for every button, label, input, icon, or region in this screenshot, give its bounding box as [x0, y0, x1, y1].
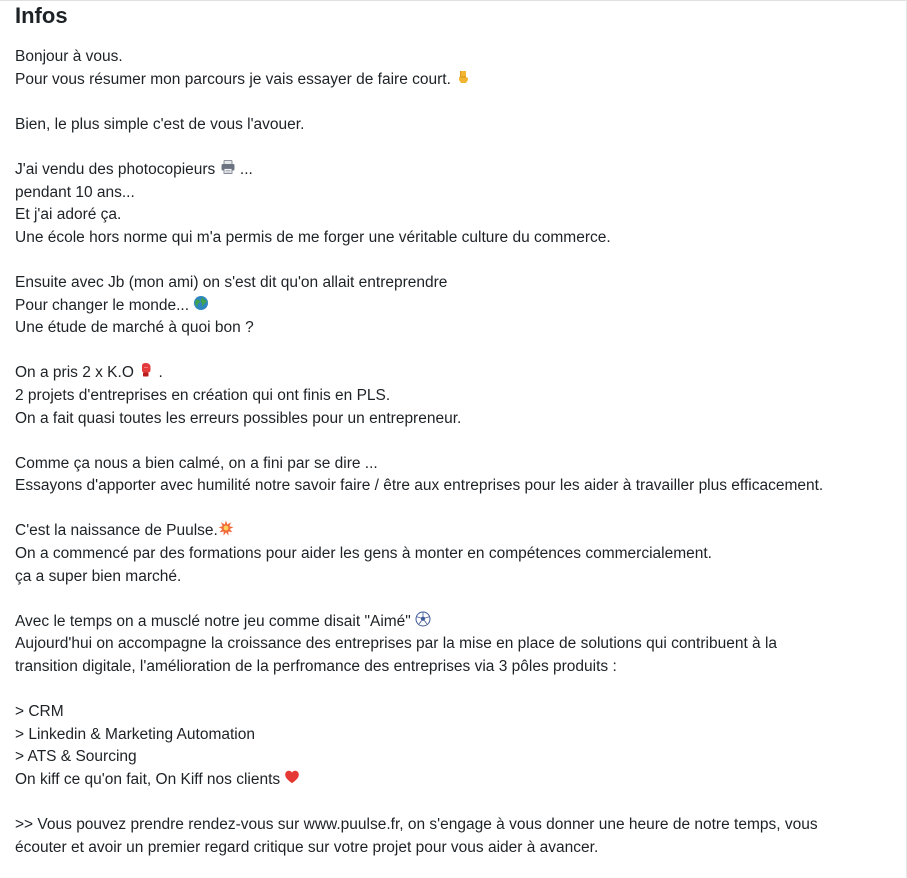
birth-text: C'est la naissance de Puulse.	[15, 522, 218, 540]
spacer	[15, 679, 895, 702]
appointment-text: >> Vous pouvez prendre rendez-vous sur www.puulse.fr, on s'engage à vous donner une heure de notre temps, vous	[15, 816, 818, 834]
period-text: .	[158, 364, 163, 382]
collision-burst-icon	[218, 520, 234, 539]
digital-text: transition digitale, l'amélioration de la perfromance des entreprises via 3 pôles produits :	[15, 658, 617, 676]
school-text: Une école hors norme qui m'a permis de me forger une véritable culture du commerce.	[15, 228, 611, 246]
section-title: Infos	[15, 3, 68, 28]
today-text: Aujourd'hui on accompagne la croissance des entreprises par la mise en place de solutions qui contribuent à la	[15, 635, 778, 653]
spacer	[15, 249, 895, 272]
text-line	[15, 46, 895, 69]
text-line	[15, 114, 895, 137]
list-item	[15, 701, 895, 724]
photocopier-text: J'ai vendu des photocopieurs	[15, 160, 216, 178]
text-line	[15, 837, 895, 860]
text-line	[15, 272, 895, 295]
spacer	[15, 430, 895, 453]
product-crm: > CRM	[15, 703, 64, 721]
text-line	[15, 227, 895, 250]
product-ats: > ATS & Sourcing	[15, 748, 137, 766]
admission-text: Bien, le plus simple c'est de vous l'avouer.	[15, 115, 305, 133]
text-line	[15, 566, 895, 589]
text-line	[15, 317, 895, 340]
text-line	[15, 362, 895, 385]
about-text	[15, 46, 895, 859]
intro-text: Pour vous résumer mon parcours je vais essayer de faire court.	[15, 70, 451, 88]
entrepreneur-text: Ensuite avec Jb (mon ami) on s'est dit qu'on allait entreprendre	[15, 273, 448, 291]
success-text: ça a super bien marché.	[15, 567, 182, 585]
mistakes-text: On a fait quasi toutes les erreurs possibles pour un entrepreneur.	[15, 409, 462, 427]
text-line	[15, 453, 895, 476]
soccer-ball-icon	[415, 611, 431, 630]
listen-text: écouter et avoir un premier regard critique sur votre projet pour vous aider à avancer.	[15, 838, 599, 856]
text-line	[15, 611, 895, 634]
text-line	[15, 159, 895, 182]
text-line	[15, 69, 895, 92]
text-line	[15, 814, 895, 837]
spacer	[15, 498, 895, 521]
text-line	[15, 520, 895, 543]
greeting-text: Bonjour à vous.	[15, 48, 123, 65]
boxing-glove-icon	[138, 362, 154, 381]
list-item	[15, 746, 895, 769]
spacer	[15, 340, 895, 363]
ko-text: On a pris 2 x K.O	[15, 364, 134, 382]
spacer	[15, 792, 895, 815]
market-study-text: Une étude de marché à quoi bon ?	[15, 319, 254, 337]
spacer	[15, 91, 895, 114]
training-text: On a commencé par des formations pour aider les gens à monter en compétences commercialement.	[15, 545, 712, 563]
calmed-text: Comme ça nous a bien calmé, on a fini par se dire ...	[15, 454, 378, 472]
text-line	[15, 656, 895, 679]
globe-icon	[193, 295, 209, 314]
red-heart-icon	[284, 769, 300, 788]
change-world-text: Pour changer le monde...	[15, 296, 190, 314]
duration-text: pendant 10 ans...	[15, 183, 135, 201]
list-item	[15, 724, 895, 747]
text-line	[15, 295, 895, 318]
kiff-text: On kiff ce qu'on fait, On Kiff nos clients	[15, 771, 281, 788]
about-section	[15, 2, 895, 859]
product-linkedin: > Linkedin & Marketing Automation	[15, 725, 255, 743]
text-line	[15, 408, 895, 431]
spacer	[15, 588, 895, 611]
humility-text: Essayons d'apporter avec humilité notre savoir faire / être aux entreprises pour les aider à travailler plus efficacement.	[15, 477, 824, 495]
top-divider	[0, 0, 907, 1]
text-line	[15, 769, 895, 792]
text-line	[15, 385, 895, 408]
text-line	[15, 182, 895, 205]
projects-text: 2 projets d'entreprises en création qui ont finis en PLS.	[15, 386, 391, 404]
text-line	[15, 633, 895, 656]
text-line	[15, 543, 895, 566]
pointing-down-hand-icon	[455, 69, 471, 88]
aime-quote-text: Avec le temps on a musclé notre jeu comme disait "Aimé"	[15, 612, 411, 630]
loved-text: Et j'ai adoré ça.	[15, 206, 122, 224]
printer-icon	[220, 159, 236, 178]
text-line	[15, 475, 895, 498]
text-line	[15, 204, 895, 227]
ellipsis-text: ...	[239, 160, 253, 178]
spacer	[15, 136, 895, 159]
